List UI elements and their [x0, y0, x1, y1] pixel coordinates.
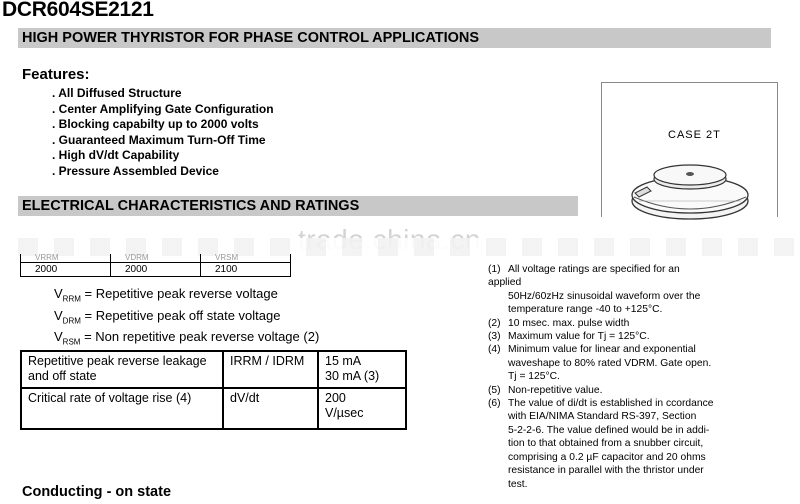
spec-param: Repetitive peak reverse leakage and off state — [21, 351, 223, 388]
case-figure — [601, 82, 778, 217]
note-line: 5-2-2-6. The value defined would be in addi- — [508, 424, 710, 436]
feature-item: . Blocking capabilty up to 2000 volts — [52, 117, 259, 132]
ratings-value: 2000 — [21, 263, 111, 277]
subtitle-band: HIGH POWER THYRISTOR FOR PHASE CONTROL APPLICATIONS — [18, 28, 771, 48]
note-item: (3) Maximum value for Tj = 125°C. — [488, 331, 650, 343]
note-line: comprising a 0.2 µF capacitor and 20 ohms — [508, 451, 706, 463]
feature-item: . Guaranteed Maximum Turn-Off Time — [52, 132, 266, 147]
features-heading: Features: — [22, 66, 90, 83]
spec-symbol: dV/dt — [223, 388, 318, 429]
feature-item: . Center Amplifying Gate Configuration — [52, 101, 274, 116]
note-item: (2) 10 msec. max. pulse width — [488, 317, 630, 329]
vdef-line: $V_{RRM}$ = Repetitive peak reverse voltage — [54, 286, 278, 304]
specs-table — [20, 350, 407, 430]
case-label: CASE 2T — [668, 129, 721, 141]
ratings-table — [20, 254, 291, 277]
ratings-value: 2000 — [111, 263, 201, 277]
notes-list — [488, 263, 794, 491]
ratings-value: 2100 — [201, 263, 291, 277]
section-heading-conducting: Conducting - on state — [22, 484, 172, 500]
note-item: (5) Non-repetitive value. — [488, 384, 603, 396]
note-line: Tj = 125°C. — [508, 371, 560, 383]
spec-value: 15 mA 30 mA (3) — [318, 351, 406, 388]
features-list — [52, 86, 274, 180]
note-line: 50Hz/60zHz sinusoidal waveform over the — [508, 290, 701, 302]
document-title: DCR604SE2121 — [2, 0, 154, 21]
table-row — [21, 388, 406, 429]
note-item: (6) The value of di/dt is established in ccordance — [488, 398, 714, 410]
note-line: temperature range -40 to +125°C. — [508, 304, 663, 316]
note-item: (4) Minimum value for linear and exponential — [488, 344, 696, 356]
thyristor-disc-icon — [625, 161, 755, 223]
feature-item: . Pressure Assembled Device — [52, 163, 219, 178]
spec-symbol: IRRM / IDRM — [223, 351, 318, 388]
feature-item: . All Diffused Structure — [52, 86, 182, 100]
ratings-header: VRRM — [21, 254, 111, 263]
spec-value: 200 V/µsec — [318, 388, 406, 429]
note-line: test. — [508, 478, 528, 490]
note-line: tion to that obtained from a snubber circuit, — [508, 438, 704, 450]
table-row — [21, 351, 406, 388]
spec-param: Critical rate of voltage rise (4) — [21, 388, 223, 429]
note-item: (1) All voltage ratings are specified for an — [488, 264, 680, 275]
vdef-line: $V_{DRM}$ = Repetitive peak off state voltage — [54, 307, 281, 326]
voltage-definitions — [54, 286, 319, 351]
feature-item: . High dV/dt Capability — [52, 148, 180, 163]
ratings-header: VRSM — [201, 254, 291, 263]
note-line: resistance in parallel with the thristor under — [508, 465, 704, 477]
ratings-header: VDRM — [111, 254, 201, 263]
note-line: applied — [488, 277, 522, 289]
note-line: waveshape to 80% rated VDRM. Gate open. — [508, 357, 712, 369]
vdef-line: $V_{RSM}$ = Non repetitive peak reverse voltage (2) — [54, 329, 320, 347]
note-line: with EIA/NIMA Standard RS-397, Section — [508, 411, 697, 423]
section-heading-electrical: ELECTRICAL CHARACTERISTICS AND RATINGS — [18, 196, 578, 216]
